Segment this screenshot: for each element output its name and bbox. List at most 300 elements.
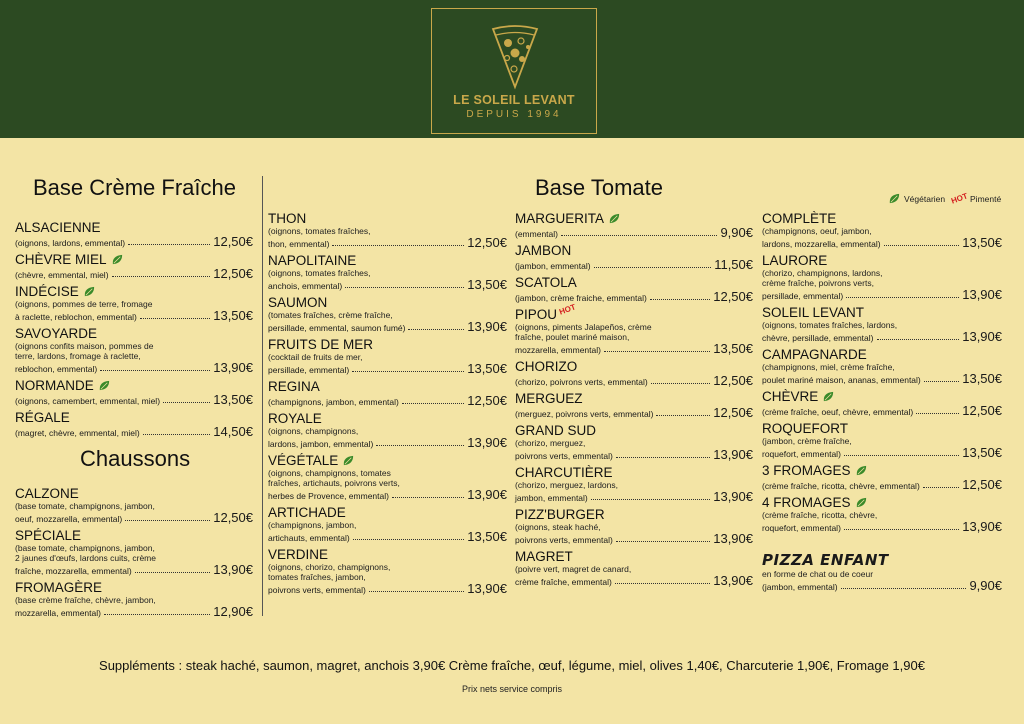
item-desc: (chorizo, merguez, lardons, [515,480,618,490]
item-desc: (chorizo, champignons, lardons, [762,268,883,278]
leader-dots [112,276,211,277]
menu-column-tomate-2 [515,211,753,591]
leader-dots [402,403,464,404]
item-name-row [515,211,753,226]
item-desc: roquefort, emmental) [762,449,841,459]
menu-item [762,421,1002,459]
item-desc: thon, emmental) [268,239,330,249]
item-name-row [15,410,253,425]
item-price: 13,90€ [713,573,753,588]
item-price: 12,50€ [467,235,507,250]
menu-column-tomate-1 [268,211,507,599]
menu-item [15,284,253,322]
leader-dots [594,267,712,268]
item-desc: en forme de chat ou de coeur [762,569,874,579]
item-desc: (base crème fraîche, chèvre, jambon, [15,595,156,605]
price-row [762,236,1002,249]
item-name: SOLEIL LEVANT [762,305,865,320]
item-desc: poivrons verts, emmental) [268,585,366,595]
leader-dots [128,244,210,245]
supplements: Suppléments : steak haché, saumon, magret, anchois 3,90€ Crème fraîche, œuf, légume, miel, olives 1,40€, Charcuterie 1,90€, Fromage 1,90€ [99,658,925,673]
leaf-icon [98,379,111,392]
item-price: 13,50€ [467,277,507,292]
item-desc: (jambon, emmental) [515,261,591,271]
price-row [15,235,253,248]
item-desc: persillade, emmental) [268,365,350,375]
item-name: RÉGALE [15,410,70,425]
leader-dots [656,415,710,416]
price-row [762,372,1002,385]
item-name-row [762,421,1002,436]
item-desc: terre, lardons, fromage à raclette, [15,351,141,361]
item-name: PIZZ'BURGER [515,507,605,522]
item-name-row [762,347,1002,362]
leader-dots [846,297,959,298]
item-name-row [515,359,753,374]
item-desc: chèvre, persillade, emmental) [762,333,874,343]
price-row [15,267,253,280]
item-name: COMPLÈTE [762,211,837,226]
item-desc: (champignons, jambon, emmental) [268,397,399,407]
menu-item [15,580,253,618]
item-price: 13,90€ [713,447,753,462]
item-price: 13,90€ [467,435,507,450]
item-name: CHÈVRE [762,389,819,404]
item-name-row [762,253,1002,268]
header-banner [0,0,1024,138]
item-name-row [515,302,753,322]
item-desc: fraîche, poulet mariné maison, [515,332,630,342]
price-row [762,478,1002,491]
item-price: 13,90€ [713,489,753,504]
item-name-row [762,305,1002,320]
menu-item [515,465,753,503]
legend-pimente-label: Pimenté [970,193,1002,204]
leaf-icon [855,496,868,509]
leaf-icon [888,192,901,205]
item-desc: jambon, emmental) [515,493,588,503]
leaf-icon [608,212,621,225]
item-name: CHORIZO [515,359,578,374]
item-desc: (champignons, miel, crème fraîche, [762,362,895,372]
price-row [15,563,253,576]
item-price: 13,50€ [213,308,253,323]
menu-item [268,337,507,375]
item-desc: (oignons, steak haché, [515,522,601,532]
item-price: 13,50€ [962,371,1002,386]
item-price: 13,90€ [467,487,507,502]
item-price: 14,50€ [213,424,253,439]
item-desc: reblochon, emmental) [15,364,98,374]
leaf-icon [111,253,124,266]
item-name: 4 FROMAGES [762,495,851,510]
item-price: 9,90€ [720,225,753,240]
item-name: ARTICHADE [268,505,346,520]
item-desc: (oignons, chorizo, champignons, [268,562,391,572]
section-title-creme: Base Crème Fraîche [33,175,236,200]
item-name: MARGUERITA [515,211,605,226]
leader-dots [332,245,464,246]
item-desc: (oignons, champignons, [268,426,359,436]
item-desc: fraîche, mozzarella, emmental) [15,566,132,576]
menu-item [515,275,753,303]
item-desc: fraîches, artichauts, poivrons verts, [268,478,400,488]
price-row [515,258,753,271]
item-name: ROYALE [268,411,322,426]
price-row [268,582,507,595]
price-row [515,532,753,545]
item-price: 12,50€ [213,510,253,525]
leader-dots [561,235,717,236]
price-row [515,574,753,587]
item-desc: (cocktail de fruits de mer, [268,352,363,362]
item-desc: (oignons, tomates fraîches, [268,268,371,278]
item-desc: (oignons confits maison, pommes de [15,341,154,351]
item-name: ALSACIENNE [15,220,101,235]
item-name: LAURORE [762,253,828,268]
item-price: 13,50€ [962,445,1002,460]
menu-item [515,302,753,356]
menu-item [762,347,1002,385]
price-row [15,425,253,438]
item-name-row [15,580,253,595]
item-name: NAPOLITAINE [268,253,357,268]
leader-dots [104,614,210,615]
menu-item [268,379,507,407]
item-desc: crème fraîche, emmental) [515,577,612,587]
item-desc: (jambon, crème fraîche, [762,436,852,446]
price-row [268,530,507,543]
item-name-row [15,528,253,543]
leaf-icon [342,454,355,467]
item-name-row [15,252,253,267]
item-desc: (base tomate, champignons, jambon, [15,543,155,553]
item-desc: (jambon, emmental) [762,582,838,592]
item-name: FROMAGÈRE [15,580,103,595]
leader-dots [877,339,960,340]
item-price: 13,90€ [467,581,507,596]
item-desc: crème fraîche, poivrons verts, [762,278,874,288]
item-desc: (champignons, oeuf, jambon, [762,226,872,236]
price-row [268,488,507,501]
item-desc: lardons, mozzarella, emmental) [762,239,881,249]
item-price: 12,50€ [213,234,253,249]
menu-item [762,463,1002,491]
hot-icon: HOT [950,191,970,206]
brand-subtitle: DEPUIS 1994 [466,109,562,120]
menu-item [515,359,753,387]
price-row [762,404,1002,417]
item-price: 13,90€ [213,360,253,375]
item-desc: 2 jaunes d'œufs, lardons cuits, crème [15,553,156,563]
item-name-row [762,389,1002,404]
menu-item [515,423,753,461]
leader-dots [651,383,710,384]
leader-dots [135,572,211,573]
item-name-row [15,220,253,235]
price-row [515,374,753,387]
item-price: 12,50€ [713,289,753,304]
item-name: THON [268,211,307,226]
item-price: 13,90€ [962,519,1002,534]
leader-dots [353,539,465,540]
leaf-icon [83,285,96,298]
item-name: VÉGÉTALE [268,453,339,468]
leader-dots [345,287,464,288]
leader-dots [352,371,464,372]
menu-item [268,295,507,333]
leader-dots [392,497,464,498]
section-title-tomate: Base Tomate [535,175,664,200]
item-desc: (crème fraîche, ricotta, chèvre, emmental) [762,481,920,491]
pizza-enfant [762,551,1002,592]
item-name-row [268,547,507,562]
menu-item [268,547,507,595]
item-name-row [15,284,253,299]
item-name-row [515,465,753,480]
item-name: NORMANDE [15,378,94,393]
leader-dots [125,520,210,521]
price-row [268,320,507,333]
item-name: SCATOLA [515,275,577,290]
item-price: 12,50€ [962,403,1002,418]
item-name-row [268,379,507,394]
item-desc: (crème fraîche, oeuf, chèvre, emmental) [762,407,914,417]
item-name-row [15,326,253,341]
item-name-row [515,275,753,290]
menu-item [15,410,253,438]
leader-dots [924,381,959,382]
leader-dots [163,402,210,403]
menu-item [268,453,507,501]
price-row [515,226,753,239]
price-row [15,605,253,618]
leader-dots [408,329,464,330]
menu-item [515,391,753,419]
item-price: 12,50€ [713,405,753,420]
item-desc: lardons, jambon, emmental) [268,439,374,449]
item-desc: roquefort, emmental) [762,523,841,533]
item-name-row [762,211,1002,226]
item-name: CHÈVRE MIEL [15,252,107,267]
leader-dots [616,541,710,542]
legend-veg-label: Végétarien [904,193,946,204]
section-title-chaussons: Chaussons [80,446,191,471]
menu-item [762,253,1002,301]
item-desc: (oignons, champignons, tomates [268,468,391,478]
pizza-enfant-title: PIZZA ENFANT [762,551,889,569]
item-name-row [515,507,753,522]
menu-item [268,505,507,543]
item-price: 12,90€ [213,604,253,619]
item-desc: (oignons, camembert, emmental, miel) [15,396,161,406]
price-row [515,342,753,355]
item-desc: (poivre vert, magret de canard, [515,564,632,574]
item-name-row [268,211,507,226]
item-name-row [515,391,753,406]
price-row [15,511,253,524]
item-name: 3 FROMAGES [762,463,851,478]
leader-dots [616,457,710,458]
item-price: 13,50€ [467,361,507,376]
item-name: PIPOU [515,307,558,322]
leaf-icon [855,464,868,477]
price-row [515,406,753,419]
item-desc: oeuf, mozzarella, emmental) [15,514,123,524]
menu-item [15,326,253,374]
item-name-row [762,495,1002,510]
menu-column-chaussons [15,486,253,622]
item-price: 12,50€ [713,373,753,388]
item-price: 13,90€ [713,531,753,546]
item-name: CALZONE [15,486,79,501]
item-desc: poivrons verts, emmental) [515,535,613,545]
menu-item [515,211,753,239]
menu-item [515,549,753,587]
leader-dots [841,588,967,589]
menu-item [15,486,253,524]
item-price: 9,90€ [969,578,1002,593]
item-desc: poivrons verts, emmental) [515,451,613,461]
brand-title: LE SOLEIL LEVANT [453,93,575,107]
item-name: JAMBON [515,243,572,258]
leader-dots [100,370,210,371]
menu-item [15,528,253,576]
item-name-row [268,453,507,468]
item-price: 13,50€ [962,235,1002,250]
item-price: 12,50€ [962,477,1002,492]
item-desc: artichauts, emmental) [268,533,350,543]
menu-item [762,305,1002,343]
leader-dots [376,445,464,446]
menu-item [15,220,253,248]
leader-dots [916,413,959,414]
item-name: ROQUEFORT [762,421,849,436]
item-price: 13,90€ [962,287,1002,302]
item-name: MAGRET [515,549,573,564]
price-row [762,330,1002,343]
item-name: CHARCUTIÈRE [515,465,613,480]
item-desc: (oignons, lardons, emmental) [15,238,126,248]
item-desc: (chèvre, emmental, miel) [15,270,109,280]
item-name-row [268,295,507,310]
logo [431,8,597,134]
menu-item [762,211,1002,249]
item-name-row [15,486,253,501]
leader-dots [591,499,710,500]
item-name-row [268,253,507,268]
item-desc: (oignons, tomates fraîches, lardons, [762,320,898,330]
price-row [268,362,507,375]
menu-item [515,243,753,271]
item-desc: tomates fraîches, jambon, [268,572,366,582]
item-desc: (champignons, jambon, [268,520,357,530]
item-price: 13,50€ [213,392,253,407]
leader-dots [604,351,710,352]
legend [888,192,1001,205]
item-name-row [268,337,507,352]
item-price: 13,90€ [962,329,1002,344]
item-name: INDÉCISE [15,284,79,299]
item-name: SAUMON [268,295,328,310]
item-name: MERGUEZ [515,391,583,406]
item-desc: (merguez, poivrons verts, emmental) [515,409,654,419]
price-row [762,288,1002,301]
item-name: SAVOYARDE [15,326,98,341]
leader-dots [369,591,464,592]
leader-dots [650,299,710,300]
item-desc: (tomates fraîches, crème fraîche, [268,310,393,320]
menu-item [268,253,507,291]
item-desc: persillade, emmental) [762,291,844,301]
menu-item [268,411,507,449]
item-name: REGINA [268,379,320,394]
item-name-row [515,423,753,438]
leader-dots [923,487,959,488]
item-desc: (magret, chèvre, emmental, miel) [15,428,140,438]
menu-item [762,495,1002,533]
price-row [15,393,253,406]
item-desc: (base tomate, champignons, jambon, [15,501,155,511]
menu-column-tomate-3 [762,211,1002,537]
price-row [15,361,253,374]
item-price: 11,50€ [714,257,753,272]
item-desc: (chorizo, merguez, [515,438,586,448]
item-desc: (crème fraîche, ricotta, chèvre, [762,510,878,520]
price-row [268,436,507,449]
price-row [515,290,753,303]
leader-dots [884,245,960,246]
item-desc: (oignons, tomates fraîches, [268,226,371,236]
item-desc: (emmental) [515,229,558,239]
item-desc: (oignons, piments Jalapeños, crème [515,322,652,332]
price-row [268,236,507,249]
item-desc: mozzarella, emmental) [15,608,101,618]
leader-dots [143,434,211,435]
item-name-row [515,549,753,564]
menu-item [515,507,753,545]
item-desc: poulet mariné maison, ananas, emmental) [762,375,921,385]
menu-item [15,252,253,280]
item-price: 13,90€ [467,319,507,334]
price-row [762,446,1002,459]
item-desc: herbes de Provence, emmental) [268,491,389,501]
item-price: 12,50€ [213,266,253,281]
item-name-row [268,411,507,426]
item-desc: persillade, emmental, saumon fumé) [268,323,406,333]
item-desc: mozzarella, emmental) [515,345,601,355]
price-row [515,448,753,461]
item-name: CAMPAGNARDE [762,347,867,362]
item-name: FRUITS DE MER [268,337,374,352]
prices-note: Prix nets service compris [461,684,563,694]
item-name-row [15,378,253,393]
item-name: VERDINE [268,547,329,562]
item-desc: anchois, emmental) [268,281,343,291]
leader-dots [615,583,710,584]
item-name-row [268,505,507,520]
item-price: 13,90€ [213,562,253,577]
leader-dots [844,455,959,456]
leaf-icon [822,390,835,403]
menu-item [268,211,507,249]
price-row [515,490,753,503]
item-name: SPÉCIALE [15,528,82,543]
column-divider [262,176,263,616]
item-price: 13,50€ [467,529,507,544]
item-name-row [762,463,1002,478]
item-desc: (chorizo, poivrons verts, emmental) [515,377,648,387]
